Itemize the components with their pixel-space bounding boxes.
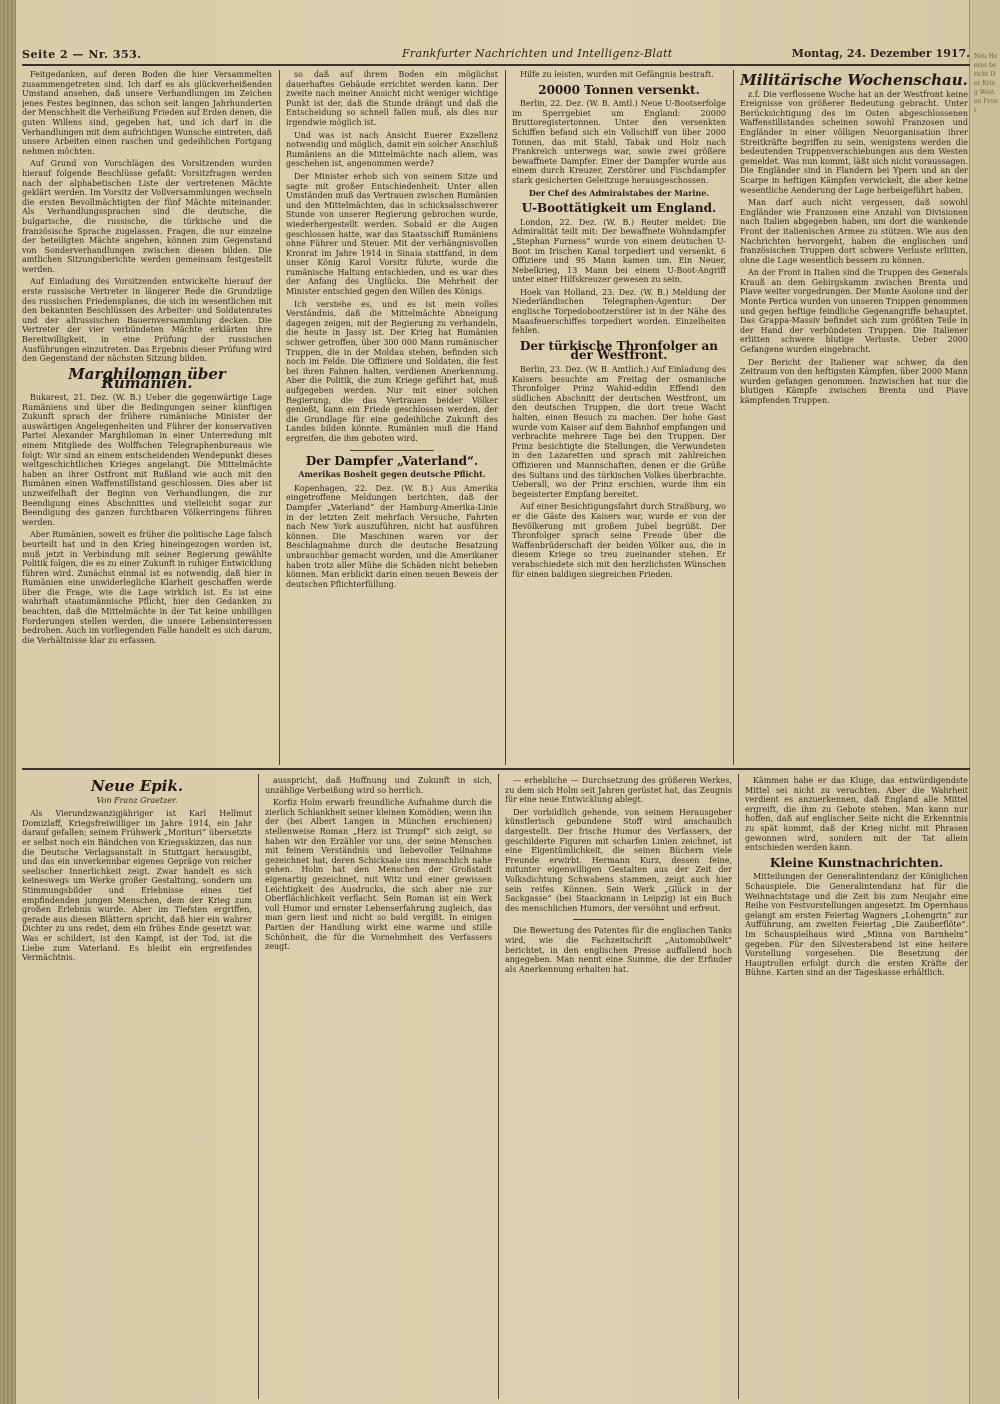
article-text: An der Front in Italien sind die Truppen des Generals Krauß an dem Gebirgskamm zwischen Brenta und Piave weiter vorgedrungen. Der Monte Asolone und der Monte Pertica wurden von unseren Truppen genommen und gegen heftige feindliche Gegenangriffe behauptet. Das Grappa-Massiv befindet sich zum größten Teile in der Hand der verbündeten Truppen. Die Italiener erlitten schwere blutige Verluste. Ueber 2000 Gefangene wurden eingebracht.: [740, 268, 968, 355]
headline-wochenschau: Militärische Wochenschau.: [740, 71, 968, 89]
article-text: Kämmen habe er das Kluge, das entwürdigendste Mittel sei nicht zu verachten. Aber die Wahrheit verdient es anzuerkennen, daß England alle Mittel ergreift, die ihm zu Gebote stehen. Man kann nur hoffen, daß auf englischer Seite nicht die Erkenntnis zu spät kommt, daß der Krieg nicht mit Phrasen gewonnen wird, sondern mit der Tat allein entschieden werden kann.: [745, 776, 968, 853]
column-rule: [498, 774, 499, 1399]
article-text: Feitgedanken, auf deren Boden die hier Versammelten zusammengetreten sind. Ich darf es als glückverheißenden Umstand ansehen, daß unsere Verhandlungen im Zeichen jenes Festes beginnen, das schon seit langen Jahrhunderten der Menschheit die Verheißung Frieden auf Erden denen, die guten Willens sind, gegeben hat, und ich darf in die Verhandlungen mit dem aufrichtigen Wunsche eintreten, daß unsere Arbeiten einen raschen und gedeihlichen Fortgang nehmen möchten.: [22, 70, 272, 156]
headline-marghiloman: Marghiloman über Rumänien.: [68, 364, 226, 393]
short-divider: [573, 919, 664, 920]
column-3: [512, 70, 726, 762]
article-text: Als Vierundzwanzigjähriger ist Karl Hellmut Domizlaff, Kriegsfreiwilliger im Jahre 1914, ein Jahr darauf gefallen; seinem Frühwerk „Morituri“ übersetzte er selbst noch ein Bändchen von Kriegsskizzen, das nun die Deutsche Verlagsanstalt in Stuttgart herausgibt, und das ein unverkennbar eigenes Gepräge von reicher seelischer Innerlichkeit zeigt. Zwar handelt es sich keineswegs um Werke großer Gestaltung, sondern um Stimmungsbilder und Erlebnisse eines tief empfindenden jungen Menschen, dem der Krieg zum großen Erlebnis wurde. Aber im Tiefsten ergriffen, gerade aus diesen Blättern spricht, daß hier ein wahrer Dichter zu uns redet, dem ein frühes Ende gesetzt war. Was er schildert, ist den Kampf, ist der Tod, ist die Liebe zum Vaterland. Es bleibt ein ergreifendes Vermächtnis.: [22, 809, 252, 963]
article-text: Bukarest, 21. Dez. (W. B.) Ueber die gegenwärtige Lage Rumäniens und über die Bedingungen seiner künftigen Zukunft sprach der frühere rumänische Minister der auswärtigen Angelegenheiten und Führer der konservativen Partei Alexander Marghiloman in einer Unterredung mit einem Mitgliede des Wolffschen Telegraphenbureaus wie folgt: Wir sind an einem entscheidenden Wendepunkt dieses weltgeschichtlichen Krieges angelangt. Die Mittelmächte haben an ihrer Ostfront mit Rußland wie auch mit den Rumänen einen Waffenstillstand geschlossen. Dies aber ist unzweifelhaft der Beginn von Verhandlungen, die zur Beendigung eines Abschnittes und vielleicht sogar zur Beendigung des ganzen furchtbaren Völkerringens führen werden.: [22, 393, 272, 527]
adjacent-page-edge: [969, 0, 1000, 1404]
column-rule: [505, 70, 506, 765]
article-text: Berlin, 23. Dez. (W. B. Amtlich.) Auf Einladung des Kaisers besuchte am Freitag der osmanische Thronfolger Prinz Wahid-eddin Effendi den südlichen Abschnitt der deutschen Westfront, um den deutschen Truppen, die dort treue Wacht halten, einen Besuch zu machen. Der hohe Gast wurde vom Kaiser auf dem Bahnhof empfangen und verbrachte mehrere Tage bei den Truppen. Der Prinz besichtigte die Stellungen, die Verwundeten in den Lazaretten und sprach mit zahlreichen Offizieren und Mannschaften, denen er die Grüße des Sultans und des türkischen Volkes überbrachte. Ueberall, wo der Prinz erschien, wurde ihm ein begeisterter Empfang bereitet.: [512, 365, 726, 499]
article-text: Man darf auch nicht vergessen, daß sowohl Engländer wie Franzosen eine Anzahl von Divisionen nach Italien abgegeben haben, um dort die wankende Front der italienischen Armee zu stützen. Wie aus den Nachrichten hervorgeht, haben die englischen und französischen Truppen dort schwere Verluste erlitten, ohne die Lage wesentlich bessern zu können.: [740, 198, 968, 265]
page-header: [22, 42, 970, 66]
article-text: Aber Rumänien, soweit es früher die politische Lage falsch beurteilt hat und in den Krieg hineingezogen worden ist, muß jetzt in Verbindung mit seiner Regierung gewählte Politik folgen, die es zu einer Zukunft in ruhiger Entwicklung führen wird. Zunächst einmal ist es notwendig, daß hier in Rumänien eine unwiderlegliche Klarheit geschaffen werde über die Frage, wie die Lage wirklich ist. Es ist eine wahrhaft staatsmännische Pflicht, hier den Gedanken zu beachten, daß die Mittelmächte in der Tat keine unbilligen Forderungen stellen werden, die unsere Lebensinteressen bedrohen. Auch im vorliegenden Falle handelt es sich darum, die Verhältnisse klar zu erfassen.: [22, 530, 272, 645]
short-divider: [350, 450, 435, 451]
article-text: Hoek van Holland, 23. Dez. (W. B.) Meldung der Niederländischen Telegraphen-Agentur: Der englische Torpedobootzerstörer ist in der Nähe des Maasfeuerschiffes torpediert worden. Einzelheiten fehlen.: [512, 287, 726, 336]
article-text: Hilfe zu leisten, wurden mit Gefängnis bestraft.: [520, 70, 714, 79]
column-6: [265, 776, 492, 1398]
article-text: Kopenhagen, 22. Dez. (W. B.) Aus Amerika eingetroffene Meldungen berichten, daß der Dampfer „Vaterland“ der Hamburg-Amerika-Linie in der letzten Zeit mehrfach Versuche, Fahrten nach New York auszuführen, nicht hat ausführen können. Die Maschinen waren vor der Beschlagnahme durch die deutsche Besatzung unbrauchbar gemacht worden, und die Amerikaner haben trotz aller Mühe die Schäden nicht beheben können. Man erblickt darin einen neuen Beweis der deutschen Pflichterfüllung.: [286, 483, 498, 589]
issue-date: Montag, 24. Dezember 1917.: [791, 47, 970, 60]
column-rule: [279, 70, 280, 765]
column-5: [22, 776, 252, 1398]
adjacent-page-text: Neu Heeres bericht Der Krieg Westen Front: [974, 53, 998, 114]
article-text: ausspricht, daß Hoffnung und Zukunft in sich, unzählige Verbeißung wird so herrlich.: [265, 776, 492, 795]
article-text: London, 22. Dez. (W. B.) Reuter meldet: Die Admiralität teilt mit: Der bewaffnete Wohndampfer „Stephan Furness“ wurde von einem deutschen U-Boot im Irischen Kanal torpediert und versenkt. 6 Offiziere und 95 Mann kamen um. Ein Neuer, Nebelkrieg, 13 Mann bei einem U-Boot-Angriff unter einer Hilfskreuzer gewesen zu sein.: [512, 217, 726, 285]
author-byline: Von Franz Graetzer.: [96, 795, 178, 805]
column-4: [740, 70, 968, 762]
article-text: Auf Einladung des Vorsitzenden entwickelte hierauf der erste russische Vertreter in längerer Rede die Grundzüge des russischen Friedensplanes, die sich im wesentlichen mit den bekannten Beschlüssen des Arbeiter- und Soldatenrates und der allrussischen Bauernversammlung decken. Die Vertreter der vier verbündeten Mächte erklärten ihre Bereitwilligkeit, in eine Prüfung der russischen Ausführungen einzutreten. Das Ergebnis dieser Prüfung wird den Gegenstand der nächsten Sitzung bilden.: [22, 277, 272, 364]
column-2: [286, 70, 498, 762]
section-divider: [22, 768, 970, 770]
page-binding: [0, 0, 16, 1404]
page-number: Seite 2 — Nr. 353.: [22, 48, 142, 61]
headline-kunstnachrichten: Kleine Kunstnachrichten.: [769, 855, 944, 870]
headline-neue-epik: Neue Epik.: [90, 777, 184, 795]
headline-vaterland: Der Dampfer „Vaterland“.: [305, 453, 479, 468]
article-text: Korfiz Holm erwarb freundliche Aufnahme durch die zierlich Schlankheit seiner kleinen Komödien; wenn ihn der (bei Albert Langen in München erschienen) stellenweise Roman „Herz ist Trumpf“ sich zeigt, so haben wir den Erzähler vor uns, der seine Menschen mit feinem Verständnis und liebevoller Teilnahme gezeichnet hat, deren Schicksale uns menschlich nahe gehen. Holm hat den Menschen der Großstadt eigenartig gezeichnet, mit Witz und einer gewissen Leichtigkeit des Ausdrucks, die sich aber nie zur Oberflächlichkeit verflacht. Sein Roman ist ein Werk voll Humor und ernster Lebenserfahrung zugleich, das man gern liest und nicht so bald vergißt. In einigen Partien der Handlung wirkt eine warme und stille Schönheit, die für die Vornehmheit des Verfassers zeugt.: [265, 798, 492, 952]
headline-uboot: U-Boottätigkeit um England.: [521, 201, 717, 216]
article-text: Mitteilungen der Generalintendanz der Königlichen Schauspiele. Die Generalintendanz hat für die Weihnachtstage und die Zeit bis zum Neujahr eine Reihe von Festvorstellungen angesetzt. Im Opernhaus gelangt am ersten Feiertag Wagners „Lohengrin“ zur Aufführung, am zweiten Feiertag „Die Zauberflöte“. Im Schauspielhaus wird „Minna von Barnhelm“ gegeben. Für den Silvesterabend ist eine heitere Vorstellung vorgesehen. Die Besetzung der Hauptrollen erfolgt durch die ersten Kräfte der Bühne. Karten sind an der Tageskasse erhältlich.: [745, 872, 968, 978]
newspaper-title: Frankfurter Nachrichten und Intelligenz-Blatt: [402, 47, 673, 60]
article-text: Die Bewertung des Patentes für die englischen Tanks wird, wie die Fachzeitschrift „Automobilwelt“ berichtet, in den englischen Presse auffallend hoch angegeben. Man nennt eine Summe, die der Erfinder als Anerkennung erhalten hat.: [505, 926, 732, 974]
column-7: [505, 776, 732, 1398]
article-text: Berlin, 22. Dez. (W. B. Amtl.) Neue U-Bootserfolge im Sperrgebiet um England: 20000 Bruttoregistertonnen. Unter den versenkten Schiffen befand sich ein Vollschiff von über 2000 Tonnen, das mit Stahl, Tabak und Holz nach Frankreich unterwegs war, sowie zwei größere bewaffnete Dampfer. Einer der Dampfer wurde aus einem durch Kreuzer, Zerstörer und Fischdampfer stark gesicherten Geleitzuge herausgeschossen.: [512, 99, 726, 185]
column-1: [22, 70, 272, 762]
article-text: Und was ist nach Ansicht Euerer Exzellenz notwendig und möglich, damit ein solcher Anschluß Rumäniens an die Mittelmächte nach allem, was geschehen ist, angenommen werde?: [286, 130, 498, 169]
signature: Der Chef des Admiralstabes der Marine.: [528, 187, 710, 198]
headline-tonnen: 20000 Tonnen versenkt.: [538, 82, 700, 97]
subheadline: Amerikas Bosheit gegen deutsche Pflicht.: [298, 469, 486, 480]
article-text: Der vorbildlich gehende, von seinem Herausgeber künstlerisch gebundene Stoff wird anschaulich dargestellt. Der frische Humor des Verfassers, der geschilderte Figuren mit scharfen Linien zeichnet, ist eine Eigentümlichkeit, die seinen Büchern viele Freunde erwirbt. Hermann Kurz, dessen feine, mitunter eigenwilligen Gestalten aus der Zeit der Volksdichtung Schwabens stammen, zeigt auch hier sein reifes Können. Sein Werk „Glück in der Sackgasse“ (bei Staackmann in Leipzig) ist ein Buch des menschlichen Humors, der versöhnt und erfreut.: [505, 807, 732, 913]
article-text: Auf einer Besichtigungsfahrt durch Straßburg, wo er die Gäste des Kaisers war, wurde er von der Bevölkerung mit großem Jubel begrüßt. Der Thronfolger sprach seine Freude über die Waffenbrüderschaft der beiden Völker aus, die in diesem Kriege so treu zueinander stehen. Er verabschiedete sich mit den herzlichsten Wünschen für einen baldigen siegreichen Frieden.: [512, 502, 726, 579]
article-text: — erhebliche — Durchsetzung des größeren Werkes, zu dem sich Holm seit Jahren gerüstet hat, das Zeugnis für eine neue Entwicklung ablegt.: [505, 776, 732, 805]
article-text: Auf Grund von Vorschlägen des Vorsitzenden wurden hierauf folgende Beschlüsse gefaßt: Vorsitzfragen werden nach der alphabetischen Liste der vertretenen Mächte geklärt werden. Im Vorsitz der Vollversammlungen wechseln die ersten Bevollmächtigten der fünf Mächte miteinander. Als Verhandlungssprachen sind die deutsche, die bulgarische, die russische, die türkische und die französische Sprache zugelassen. Fragen, die nur einzelne der beteiligten Mächte angehen, können zum Gegenstand von Sonderverhandlungen zwischen diesen bilden. Die amtlichen Sitzungsberichte werden gemeinsam festgestellt werden.: [22, 159, 272, 274]
column-rule: [738, 774, 739, 1399]
article-text: Ich verstehe es, und es ist mein volles Verständnis, daß die Mittelmächte Abneigung dagegen zeigen, mit der Regierung zu verhandeln, die heute in Jassy ist. Der Krieg hat Rumänien schwer getroffen, über 300 000 Mann rumänischer Truppen, die in der Moldau stehen, befinden sich noch im Felde. Die Offiziere und Soldaten, die fest bei ihren Fahnen halten, verdienen Anerkennung. Aber die Politik, die zum Kriege geführt hat, muß aufgegeben werden. Nur mit einer solchen Regierung, die das Vertrauen beider Völker genießt, kann ein Friede geschlossen werden, der die Grundlage für eine gedeihliche Zukunft des Landes bilden könnte. Rumänien muß die Hand ergreifen, die ihm geboten wird.: [286, 299, 498, 443]
article-text: Der Bericht der Italiener war schwer, da den Zeitraum von den heftigsten Kämpfen, über 2000 Mann wurden gefangen genommen. Inzwischen hat nur die blutigen Kämpfe zwischen Brenta und Piave kämpfenden Truppen.: [740, 357, 968, 405]
article-text: so daß auf ihrem Boden ein möglichst dauerhaftes Gebäude errichtet werden kann. Der zweite nach meiner Ansicht nicht weniger wichtige Punkt ist der, daß die Stunde drängt und daß die Entscheidung so schnell fallen muß, als dies nur irgendwie möglich ist.: [286, 70, 498, 127]
headline-thronfolger: Der türkische Thronfolger an der Westfront.: [519, 338, 719, 363]
column-8: [745, 776, 968, 1398]
article-text: Der Minister erhob sich von seinem Sitze und sagte mit großer Entschiedenheit: Unter allen Umständen muß das Vertrauen zwischen Rumänien und den Mittelmächten, das in schicksalsschwerer Stunde von unserer Regierung gebrochen wurde, wiederhergestellt werden. Sobald er die Augen geschlossen hatte, war das Staatsschiff Rumäniens ohne Führer und Steuer. Mit der verhängnisvollen Kronrat im Jahre 1914 in Sinaia stattfand, in dem unser König Karol Vorsitz führte, wurde die rumänische Haltung entschieden, und es war dies der Anfang des Unglücks. Die Mehrheit der Minister entschied gegen den Willen des Königs.: [286, 171, 498, 297]
article-text: z.f. Die verflossene Woche hat an der Westfront keine Ereignisse von größerer Bedeutung gebracht. Unter Berücksichtigung des im Osten abgeschlossenen Waffenstillstandes scheinen sowohl Franzosen und Engländer in einer völligen Neuorganisation ihrer Streitkräfte begriffen zu sein, wenigstens werden die bedeutenden Truppenverschiebungen aus dem Westen gemeldet. Was nun kommt, läßt sich nicht voraussagen. Die Engländer sind in Flandern bei Ypern und an der Scarpe in heftigen Kämpfen verwickelt, die aber keine wesentliche Aenderung der Lage herbeigeführt haben.: [740, 89, 968, 195]
column-rule: [258, 774, 259, 1399]
column-rule: [733, 70, 734, 765]
